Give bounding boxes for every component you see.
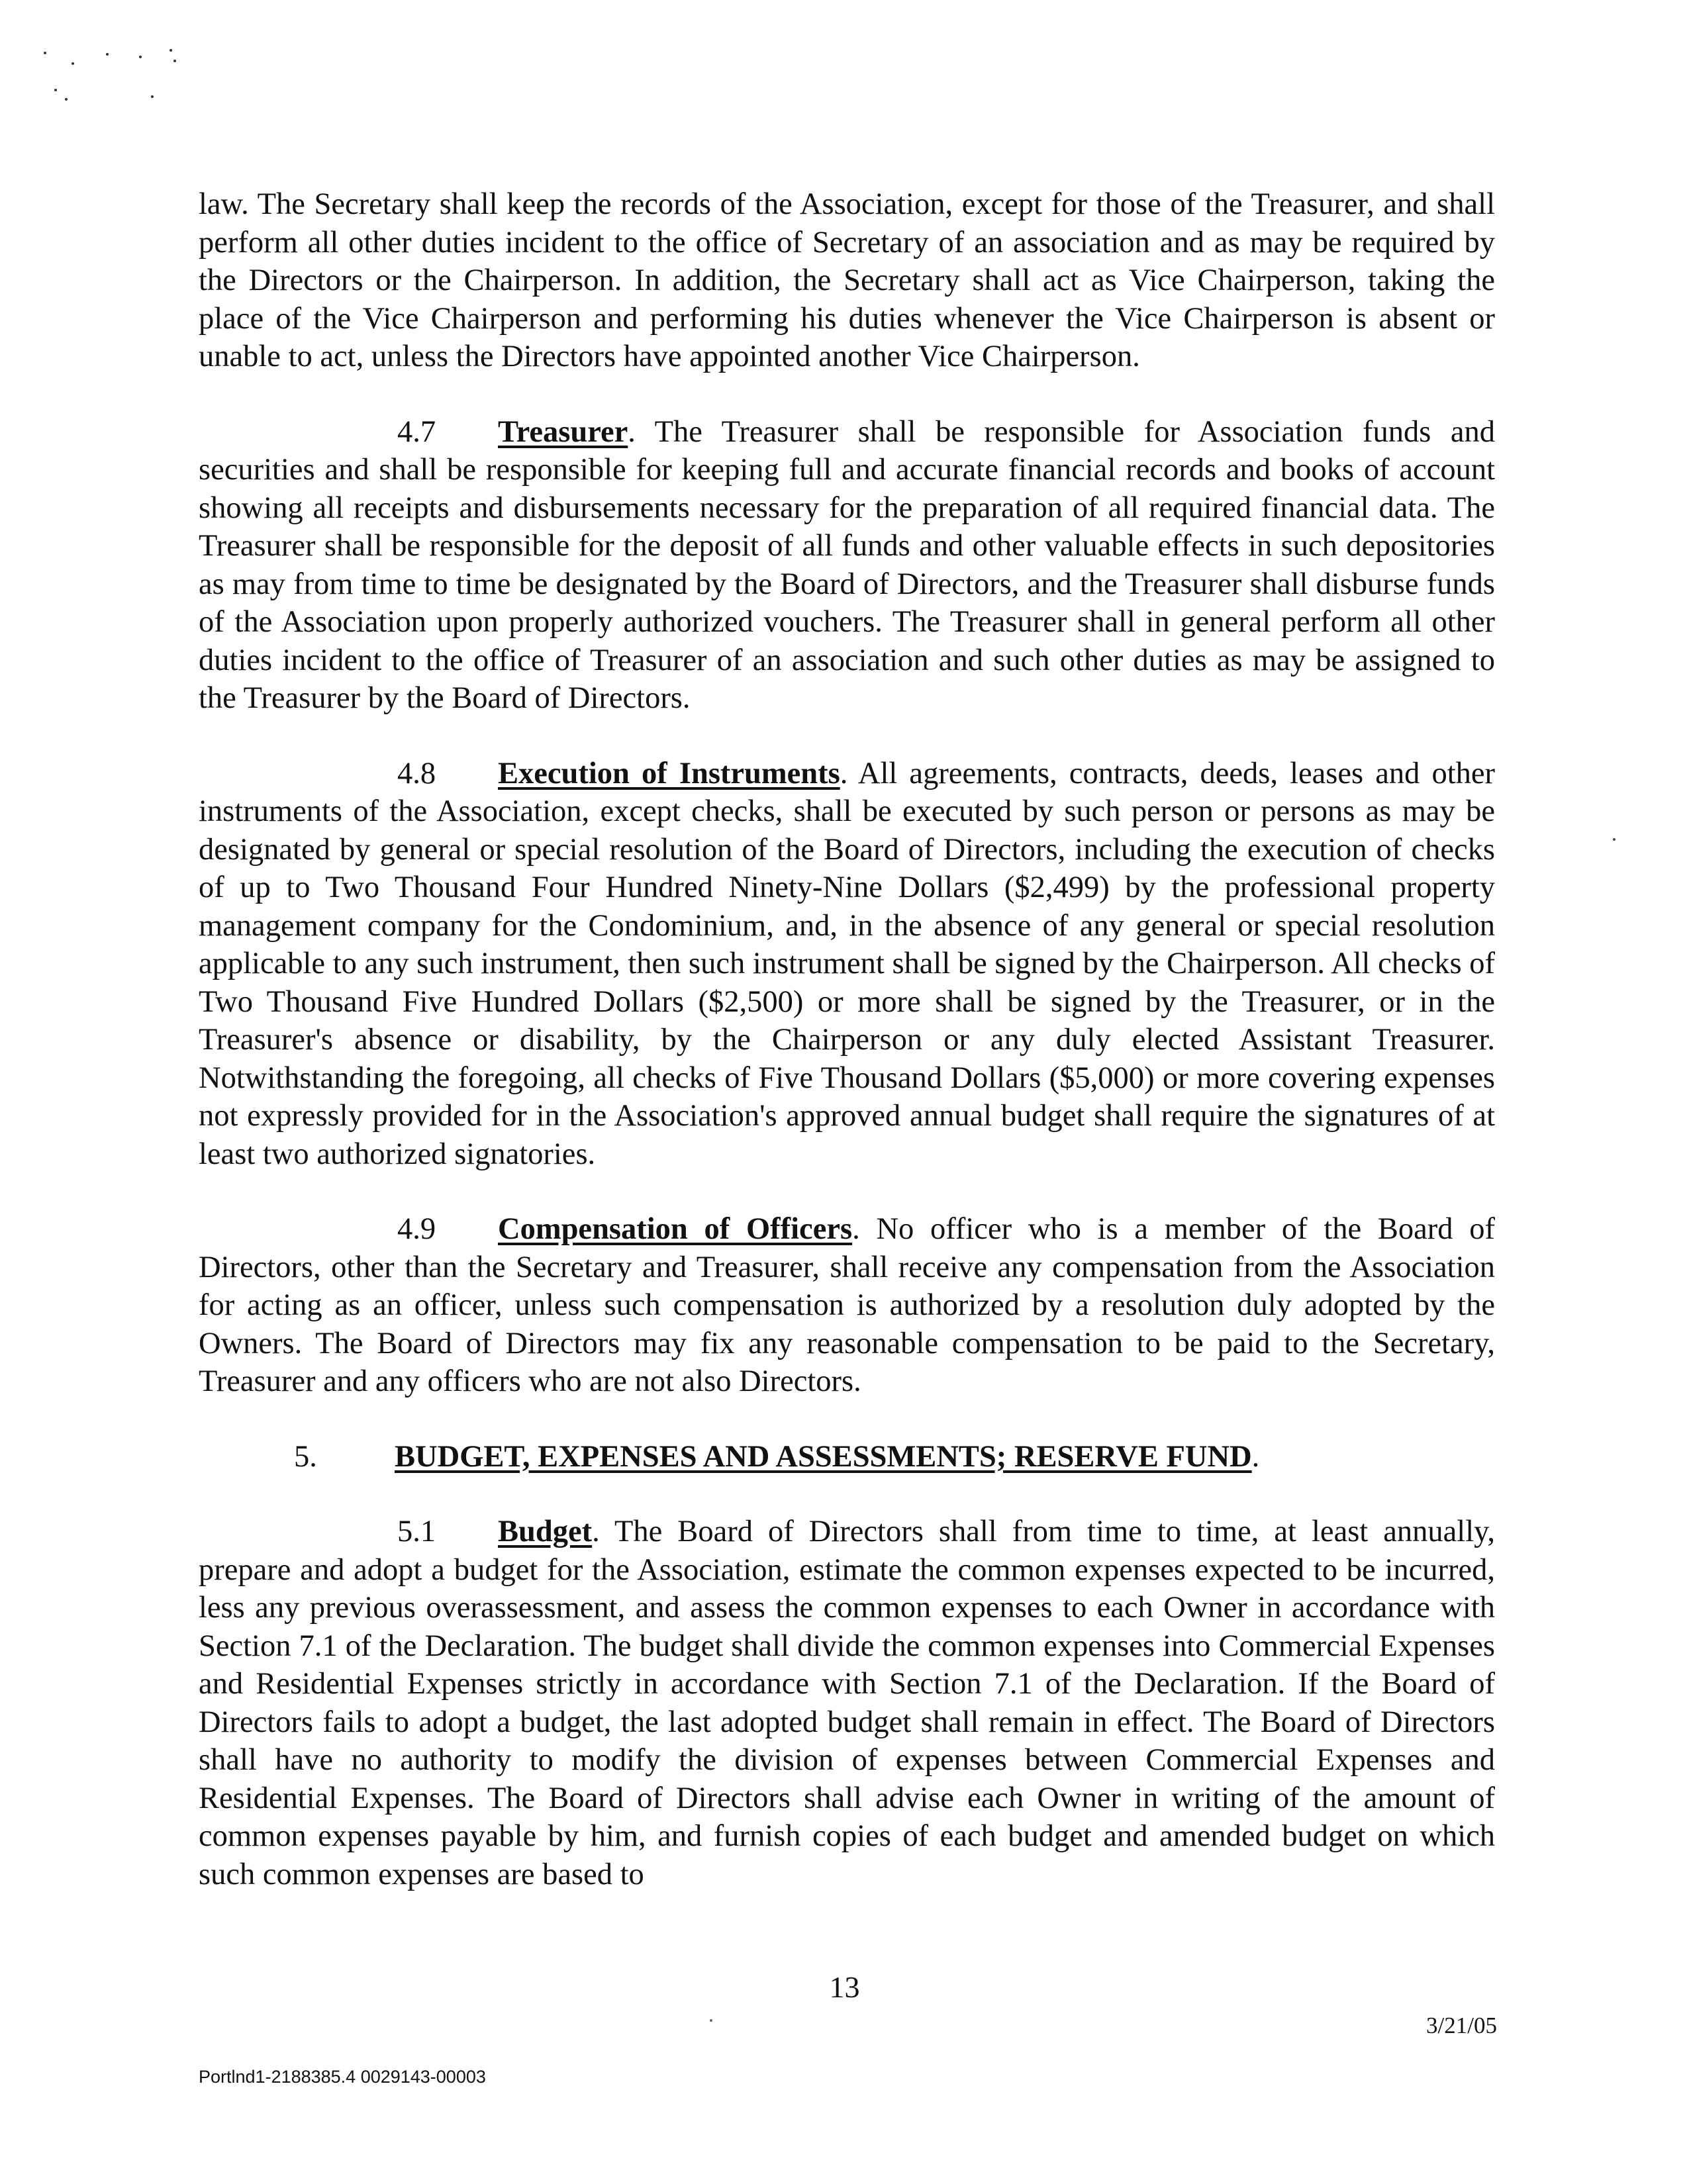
section-text: . The Board of Directors shall from time to time, at least annually, prepare and adopt a budget for the Association, estimate the common expenses expected to be incurred, less any previous overassessment, and assess the common expenses to each Owner in accordance with Section 7.1 of the Declaration. The budget shall divide the common expenses into Commercial Expenses and Residential Expenses strictly in accordance with Section 7.1 of the Declaration. If the Board of Directors fails to adopt a budget, the last adopted budget shall remain in effect. The Board of Directors shall have no authority to modify the division of expenses between Commercial Expenses and Residential Expenses. The Board of Directors shall advise each Owner in writing of the amount of common expenses payable by him, and furnish copies of each budget and amended budget on which such common expenses are based to	[199, 1515, 1495, 1891]
continuation-paragraph: law. The Secretary shall keep the records of the Association, except for those of the Treasurer, and shall perform all other duties incident to the office of Secretary of an association and as may be required by the Directors or the Chairperson. In addition, the Secretary shall act as Vice Chairperson, taking the place of the Vice Chairperson and performing his duties whenever the Vice Chairperson is absent or unable to act, unless the Directors have appointed another Vice Chairperson.	[199, 187, 1495, 373]
article-5-heading	[199, 1438, 1495, 1476]
section-5-1	[199, 1513, 1495, 1893]
body-text	[199, 185, 1495, 1930]
section-4-8	[199, 755, 1495, 1174]
section-4-9	[199, 1210, 1495, 1401]
article-title: BUDGET, EXPENSES AND ASSESSMENTS; RESERVE FUND	[395, 1439, 1252, 1474]
footer-date: 3/21/05	[1426, 2013, 1497, 2038]
section-heading: Execution of Instruments	[498, 756, 840, 790]
section-number: 4.8	[397, 756, 436, 790]
article-trailing: .	[1251, 1439, 1260, 1474]
section-text: . No officer who is a member of the Board of Directors, other than the Secretary and Treasurer, shall receive any compensation from the Association for acting as an officer, unless such compensation is authorized by a resolution duly adopted by the Owners. The Board of Directors may fix any reasonable compensation to be paid to the Secretary, Treasurer and any officers who are not also Directors.	[199, 1212, 1495, 1398]
section-4-7	[199, 413, 1495, 718]
scan-speck	[1613, 838, 1616, 841]
page-number: 13	[829, 1970, 860, 2004]
section-number: 5.1	[397, 1515, 436, 1548]
scan-speck	[710, 2019, 712, 2022]
scan-specks	[40, 46, 212, 119]
section-heading: Budget	[498, 1515, 593, 1548]
section-heading: Compensation of Officers	[498, 1212, 853, 1246]
section-text: . All agreements, contracts, deeds, leases and other instruments of the Association, except checks, shall be executed by such person or persons as may be designated by general or special resolution of the Board of Directors, including the execution of checks of up to Two Thousand Four Hundred Ninety-Nine Dollars ($2,499) by the professional property management company for the Condominium, and, in the absence of any general or special resolution applicable to any such instrument, then such instrument shall be signed by the Chairperson. All checks of Two Thousand Five Hundred Dollars ($2,500) or more shall be signed by the Treasurer, or in the Treasurer's absence or disability, by the Chairperson or any duly elected Assistant Treasurer. Notwithstanding the foregoing, all checks of Five Thousand Dollars ($5,000) or more covering expenses not expressly provided for in the Association's approved annual budget shall require the signatures of at least two authorized signatories.	[199, 756, 1495, 1171]
section-number: 4.9	[397, 1212, 436, 1246]
section-text: . The Treasurer shall be responsible for Association funds and securities and shall be responsible for keeping full and accurate financial records and books of account showing all receipts and disbursements necessary for the preparation of all required financial data. The Treasurer shall be responsible for the deposit of all funds and other valuable effects in such depositories as may from time to time be designated by the Board of Directors, and the Treasurer shall disburse funds of the Association upon properly authorized vouchers. The Treasurer shall in general perform all other duties incident to the office of Treasurer of an association and such other duties as may be assigned to the Treasurer by the Board of Directors.	[199, 414, 1495, 715]
article-number: 5.	[294, 1439, 317, 1474]
section-heading: Treasurer	[498, 414, 628, 449]
document-id: Portlnd1-2188385.4 0029143-00003	[199, 2067, 486, 2087]
section-number: 4.7	[397, 414, 436, 449]
